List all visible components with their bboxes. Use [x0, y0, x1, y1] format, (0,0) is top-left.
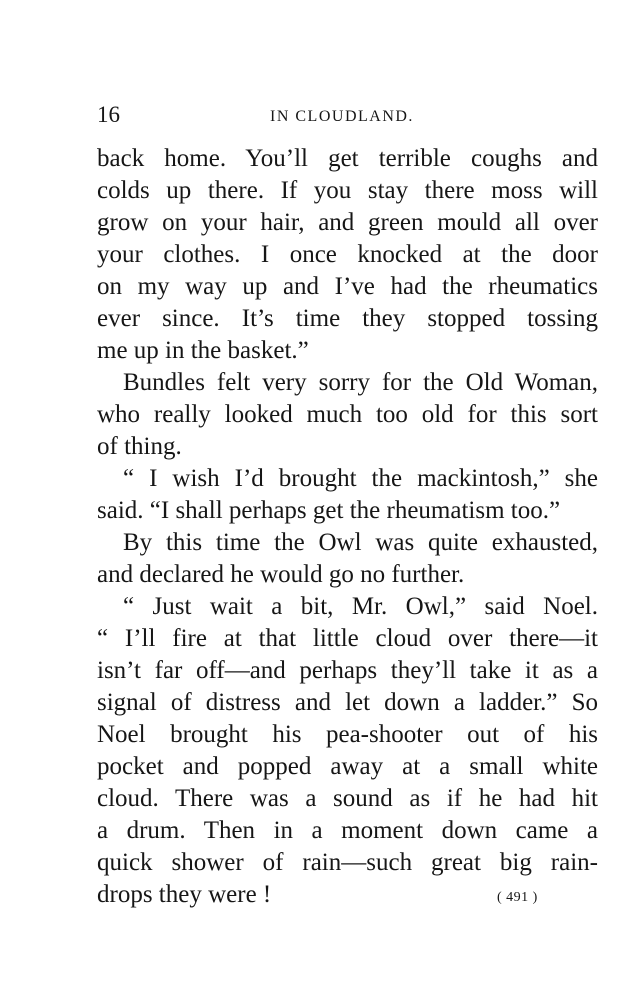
text-line: signal of distress and let down a ladder.” So	[97, 689, 598, 716]
text-line: isn’t far off—and perhaps they’ll take it as a	[97, 657, 598, 684]
text-line: on my way up and I’ve had the rheumatics	[97, 273, 598, 300]
text-line: “ Just wait a bit, Mr. Owl,” said Noel.	[123, 593, 598, 620]
text-line: of thing.	[97, 433, 182, 460]
text-line: drops they were !	[97, 881, 272, 908]
running-head	[97, 100, 597, 134]
text-line: By this time the Owl was quite exhausted,	[123, 529, 598, 556]
body-text	[97, 143, 598, 911]
text-line: “ I wish I’d brought the mackintosh,” she	[123, 465, 598, 492]
text-line: and declared he would go no further.	[97, 561, 465, 588]
printer-signature-mark: ( 491 )	[497, 890, 538, 905]
text-line: me up in the basket.”	[97, 337, 309, 364]
text-line: pocket and popped away at a small white	[97, 753, 598, 780]
text-line: who really looked much too old for this sort	[97, 401, 598, 428]
text-line: Bundles felt very sorry for the Old Woman,	[123, 369, 598, 396]
text-line: ever since. It’s time they stopped tossing	[97, 305, 598, 332]
text-line: Noel brought his pea-shooter out of his	[97, 721, 598, 748]
text-line: “ I’ll fire at that little cloud over there—it	[97, 625, 598, 652]
text-line: colds up there. If you stay there moss will	[97, 177, 598, 204]
text-line: cloud. There was a sound as if he had hit	[97, 785, 598, 812]
text-line: your clothes. I once knocked at the door	[97, 241, 598, 268]
text-line: said. “I shall perhaps get the rheumatism too.”	[97, 497, 561, 524]
running-title: IN CLOUDLAND.	[270, 108, 414, 125]
text-line: a drum. Then in a moment down came a	[97, 817, 598, 844]
text-line: quick shower of rain—such great big rain-	[97, 849, 598, 876]
text-line: back home. You’ll get terrible coughs and	[97, 145, 598, 172]
page-number: 16	[97, 102, 120, 127]
text-line: grow on your hair, and green mould all over	[97, 209, 598, 236]
